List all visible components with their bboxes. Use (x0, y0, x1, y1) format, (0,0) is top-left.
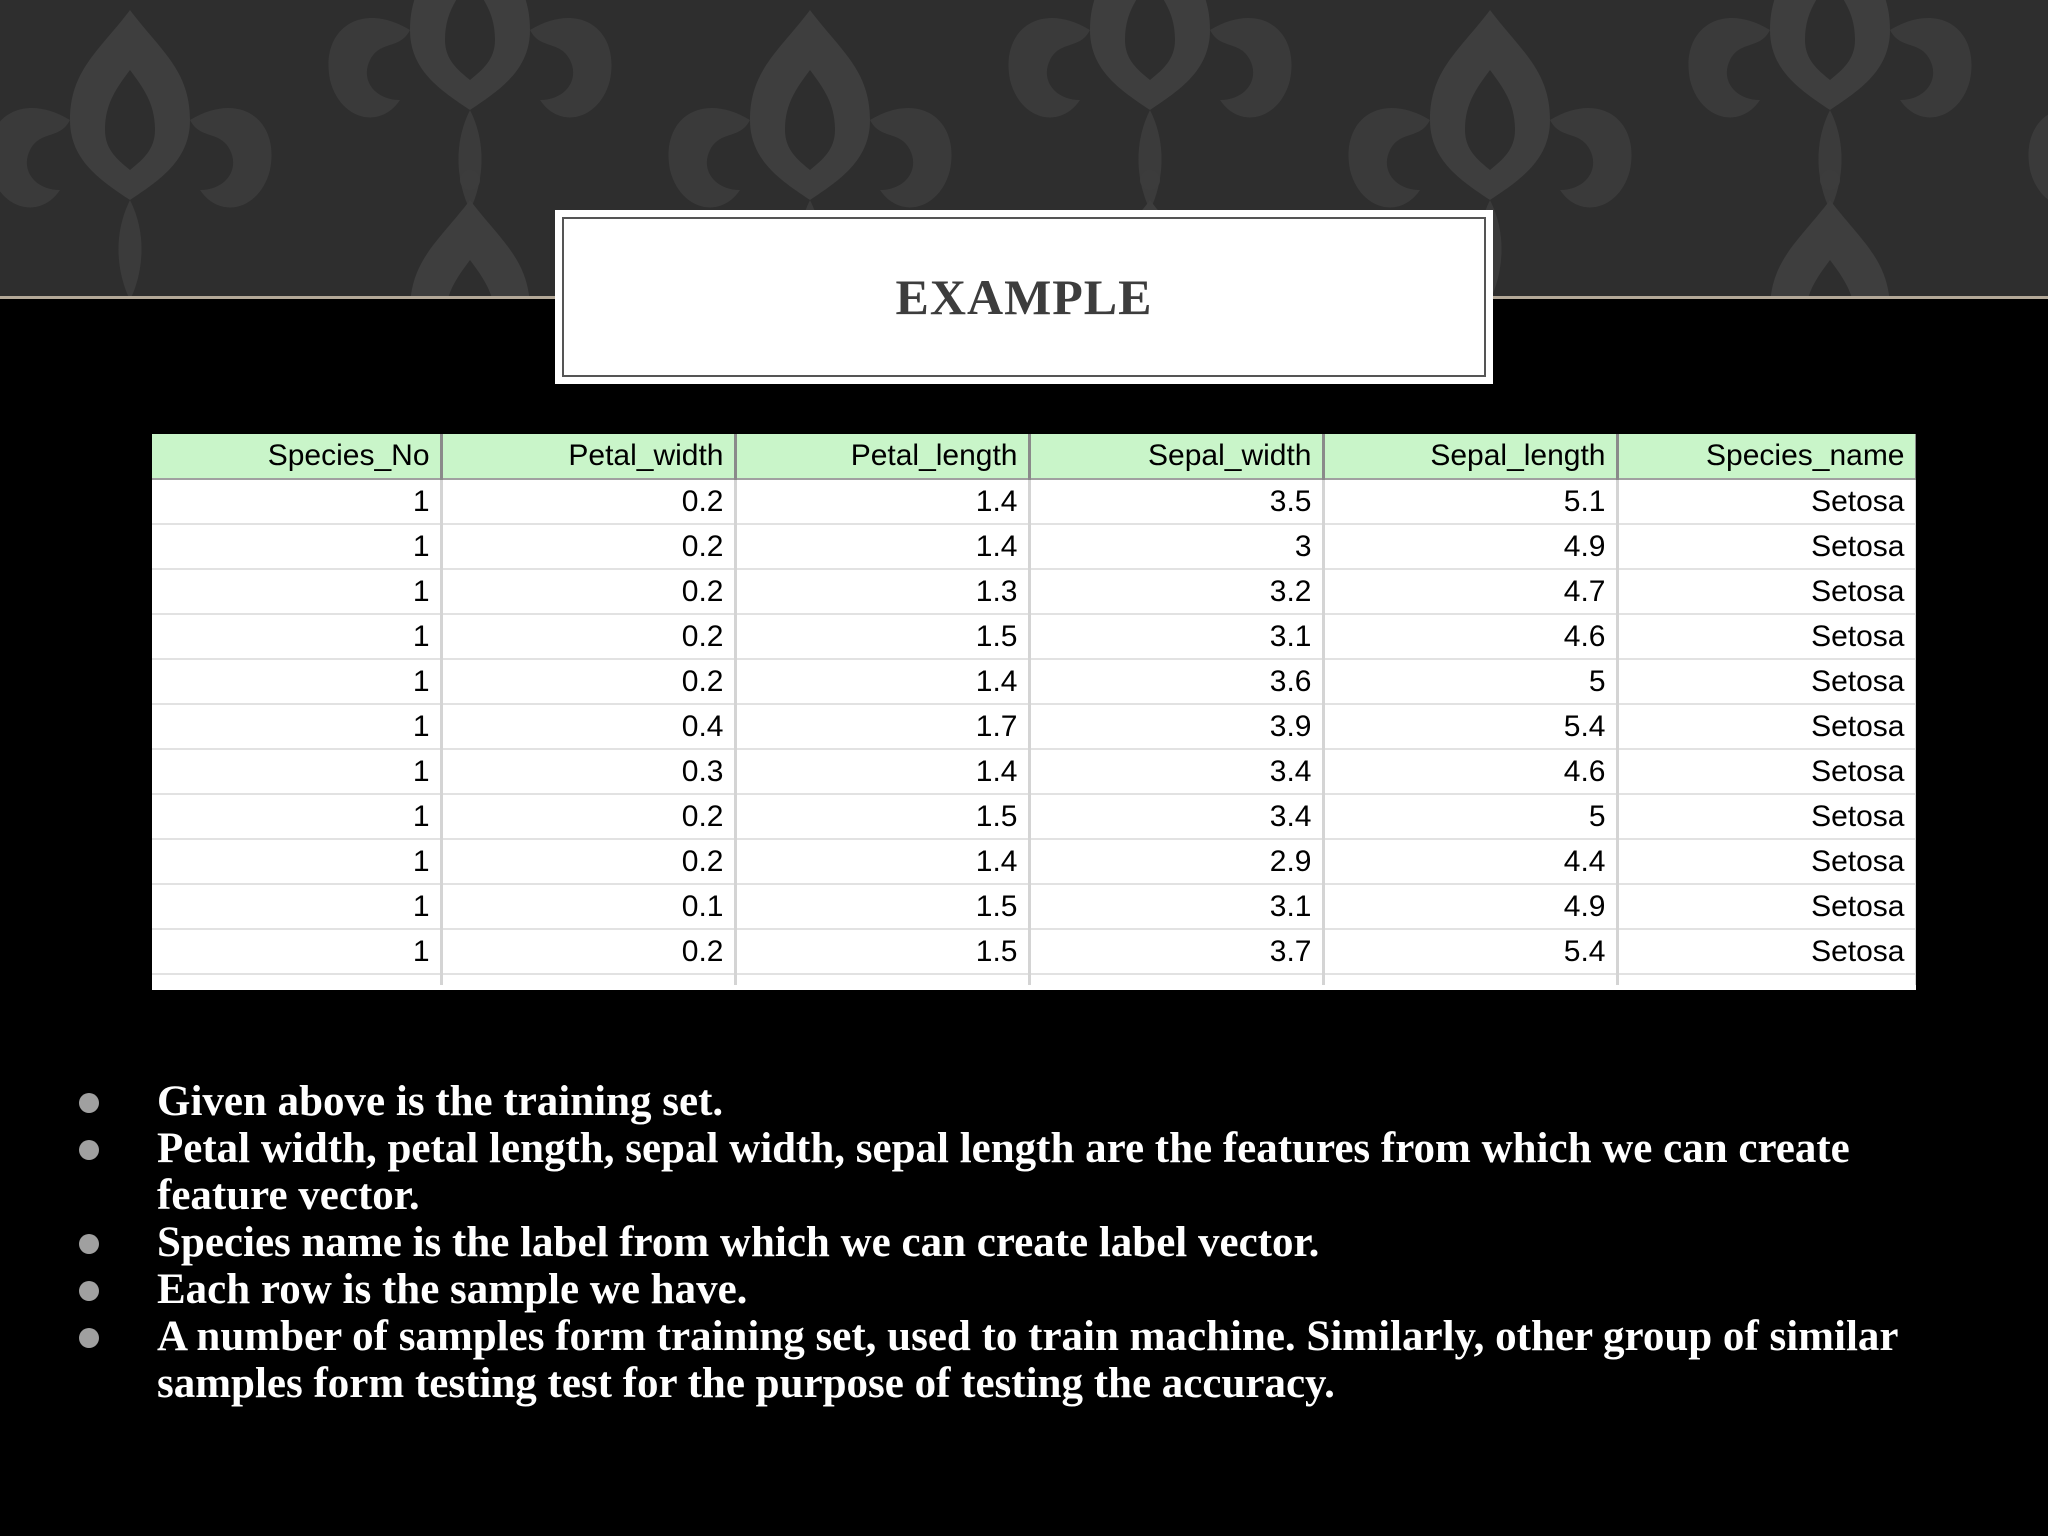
table-cell: 0.2 (441, 794, 735, 839)
table-cell: Setosa (1617, 794, 1916, 839)
table-cell: 4.6 (1323, 749, 1617, 794)
table-cell: 5 (1323, 794, 1617, 839)
table-cell: 1.3 (735, 569, 1029, 614)
table-cell: 1.4 (735, 659, 1029, 704)
table-cell: 0.2 (441, 614, 735, 659)
table-cell: 0.2 (441, 839, 735, 884)
table-cell: 1 (152, 614, 441, 659)
table-cell: Setosa (1617, 929, 1916, 974)
table-row (152, 704, 1916, 749)
bullet-item (0, 1125, 2048, 1219)
bullet-item (0, 1219, 2048, 1266)
bullet-item (0, 1078, 2048, 1125)
table-cell: 0.2 (441, 479, 735, 524)
table-cell: 1 (152, 839, 441, 884)
bullet-dot-icon (79, 1281, 99, 1301)
table-cell: 0.2 (441, 569, 735, 614)
bullet-text: Given above is the training set. (157, 1078, 724, 1125)
table-cell: 0.4 (441, 704, 735, 749)
table-cell: 4.9 (1323, 884, 1617, 929)
table-cell: 1.5 (735, 614, 1029, 659)
table-cell: 1 (152, 659, 441, 704)
table-row (152, 884, 1916, 929)
table-cell: 1 (152, 749, 441, 794)
header-sepal-width: Sepal_width (1029, 434, 1323, 479)
table-cell: Setosa (1617, 614, 1916, 659)
bullet-item (0, 1313, 2048, 1407)
table-cell: Setosa (1617, 884, 1916, 929)
table-cell: 1.7 (735, 704, 1029, 749)
table-cell (441, 974, 735, 985)
table-cell: 3.1 (1029, 884, 1323, 929)
table-row (152, 524, 1916, 569)
table-cell: 3.4 (1029, 794, 1323, 839)
table-row (152, 749, 1916, 794)
table-cell: Setosa (1617, 839, 1916, 884)
table-cell: 3.4 (1029, 749, 1323, 794)
table-cell: 3 (1029, 524, 1323, 569)
bullet-text: Species name is the label from which we can create label vector. (157, 1219, 1320, 1266)
table-cell: 5.4 (1323, 929, 1617, 974)
slide-title: EXAMPLE (895, 269, 1153, 325)
table-cell: Setosa (1617, 479, 1916, 524)
table-cell: 1.5 (735, 929, 1029, 974)
table-cell: 0.1 (441, 884, 735, 929)
table-row (152, 929, 1916, 974)
table-cell: 4.4 (1323, 839, 1617, 884)
table-cell: 1 (152, 929, 441, 974)
table-cell: 1 (152, 524, 441, 569)
table-cell: 0.2 (441, 659, 735, 704)
table-row (152, 794, 1916, 839)
table-cell: 1 (152, 794, 441, 839)
bullet-dot-icon (79, 1093, 99, 1113)
table-header-row (152, 434, 1916, 479)
table-cell: 3.6 (1029, 659, 1323, 704)
table-cell: 0.2 (441, 524, 735, 569)
table-cell (152, 974, 441, 985)
table-cell (1029, 974, 1323, 985)
table-cell: 1 (152, 479, 441, 524)
header-species-no: Species_No (152, 434, 441, 479)
table-cell (1323, 974, 1617, 985)
table-cell: 0.3 (441, 749, 735, 794)
table-cell: Setosa (1617, 569, 1916, 614)
table-cell: 1.4 (735, 839, 1029, 884)
table-row (152, 479, 1916, 524)
bullet-text: A number of samples form training set, used to train machine. Similarly, other group of similar samples form testing test for the purpose of testing the accuracy. (157, 1313, 1898, 1407)
table-cell: 2.9 (1029, 839, 1323, 884)
header-species-name: Species_name (1617, 434, 1916, 479)
table-cell: 0.2 (441, 929, 735, 974)
table-row (152, 614, 1916, 659)
table-cell: Setosa (1617, 524, 1916, 569)
bullet-list (0, 1078, 2048, 1407)
table-cell: 1.4 (735, 479, 1029, 524)
data-table-image (152, 434, 1916, 990)
table-body (152, 479, 1916, 985)
table-cell: 1.4 (735, 749, 1029, 794)
table-row (152, 839, 1916, 884)
table-cell: 3.9 (1029, 704, 1323, 749)
iris-table (152, 434, 1916, 985)
table-cell: Setosa (1617, 749, 1916, 794)
header-petal-length: Petal_length (735, 434, 1029, 479)
table-cell: 1 (152, 884, 441, 929)
table-cell: 4.9 (1323, 524, 1617, 569)
table-cell: 1.5 (735, 794, 1029, 839)
bullet-item (0, 1266, 2048, 1313)
table-cell: 5.4 (1323, 704, 1617, 749)
table-cell: 5.1 (1323, 479, 1617, 524)
table-cell: 3.2 (1029, 569, 1323, 614)
table-cell: 5 (1323, 659, 1617, 704)
table-cell: 1 (152, 704, 441, 749)
header-sepal-length: Sepal_length (1323, 434, 1617, 479)
bullet-dot-icon (79, 1328, 99, 1348)
header-petal-width: Petal_width (441, 434, 735, 479)
table-cell: 1.4 (735, 524, 1029, 569)
table-cell: Setosa (1617, 659, 1916, 704)
table-row (152, 569, 1916, 614)
table-cell: 4.6 (1323, 614, 1617, 659)
table-cell (1617, 974, 1916, 985)
bullet-text: Each row is the sample we have. (157, 1266, 748, 1313)
bullet-text: Petal width, petal length, sepal width, sepal length are the features from which we can create feature vector. (157, 1125, 1850, 1219)
table-cell: 4.7 (1323, 569, 1617, 614)
table-row (152, 659, 1916, 704)
bullet-dot-icon (79, 1234, 99, 1254)
table-cell: 1 (152, 569, 441, 614)
table-cell: 1.5 (735, 884, 1029, 929)
table-cell: 3.1 (1029, 614, 1323, 659)
table-cell: Setosa (1617, 704, 1916, 749)
table-row-partial (152, 974, 1916, 985)
table-cell: 3.5 (1029, 479, 1323, 524)
title-box (555, 210, 1493, 384)
table-cell: 3.7 (1029, 929, 1323, 974)
table-cell (735, 974, 1029, 985)
bullet-dot-icon (79, 1140, 99, 1160)
